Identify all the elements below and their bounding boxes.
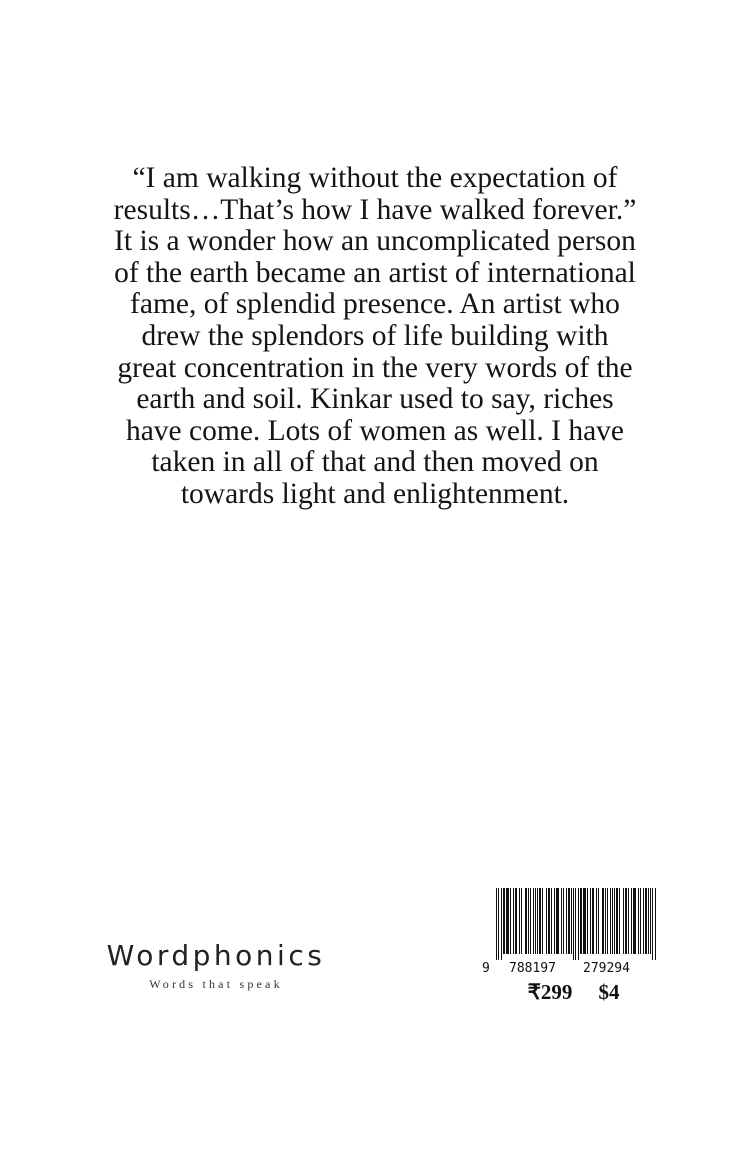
blurb-line: have come. Lots of women as well. I have (125, 414, 625, 447)
barcode-bar (521, 888, 522, 954)
barcode-graphic (480, 886, 660, 978)
barcode-bar (616, 888, 618, 954)
barcode-bar (513, 888, 514, 954)
barcode-bar (566, 888, 567, 954)
barcode-bar (640, 888, 641, 954)
isbn-prefix-digit: 9 (482, 961, 490, 976)
barcode-bar (568, 888, 570, 954)
barcode-bar (655, 888, 656, 960)
barcode-bar (638, 888, 639, 954)
blurb-line: taken in all of that and then moved on (151, 446, 599, 479)
blurb-line: towards light and enlightenment. (180, 477, 570, 510)
barcode-bar (623, 888, 624, 954)
price-line (486, 980, 661, 1005)
barcode-bar (652, 888, 653, 960)
barcode-bar (548, 888, 550, 954)
barcode-bar (528, 888, 529, 954)
publisher-tagline: Words that speak (149, 977, 283, 991)
barcode-bar (590, 888, 591, 954)
barcode-bar (614, 888, 615, 954)
isbn-group-2: 279294 (583, 961, 630, 976)
barcode-bar (602, 888, 604, 954)
barcode-bar (612, 888, 613, 954)
barcode-bar (610, 888, 611, 954)
barcode-bar (607, 888, 608, 954)
barcode-bar (578, 888, 579, 960)
barcode-bar (537, 888, 538, 954)
barcode-bar (633, 888, 636, 954)
blurb-line: drew the splendors of life building with (141, 319, 609, 352)
barcode-bar (563, 888, 564, 954)
blurb-line: “I am walking without the expectation of (132, 162, 618, 194)
barcode-bar (587, 888, 588, 954)
barcode-bar (530, 888, 531, 954)
barcode-bar (650, 888, 651, 954)
isbn-barcode (480, 886, 660, 976)
barcode-bar (533, 888, 534, 954)
barcode-bar (583, 888, 586, 954)
barcode-bar (605, 888, 606, 954)
blurb-line: It is a wonder how an uncomplicated person (114, 225, 636, 258)
barcode-bar (503, 888, 505, 954)
barcode-bar (554, 888, 555, 954)
barcode-bar (515, 888, 517, 954)
barcode-bar (596, 888, 597, 954)
barcode-bar (631, 888, 632, 954)
price-usd: $4 (598, 980, 620, 1004)
barcode-bar (561, 888, 562, 954)
barcode-bars (496, 888, 656, 960)
barcode-bar (496, 888, 497, 960)
barcode-bar (525, 888, 527, 954)
barcode-bar (598, 888, 599, 954)
blurb-line: results…That’s how I have walked forever.” (113, 193, 637, 226)
price-inr: ₹299 (527, 980, 573, 1004)
publisher-logo (98, 938, 334, 992)
barcode-bar (519, 888, 520, 954)
barcode-bar (580, 888, 582, 954)
barcode-bar (592, 888, 594, 954)
blurb-line: of the earth became an artist of international (114, 256, 636, 289)
blurb-line: fame, of splendid presence. An artist who (130, 288, 620, 321)
back-cover-blurb (60, 163, 690, 511)
barcode-bar (551, 888, 552, 954)
barcode-bar (535, 888, 536, 954)
barcode-bar (556, 888, 559, 954)
barcode-bar (643, 888, 644, 954)
barcode-bar (501, 888, 502, 960)
barcode-bar (498, 888, 499, 960)
barcode-bar (542, 888, 543, 954)
isbn-group-1: 788197 (509, 961, 556, 976)
barcode-bar (625, 888, 627, 954)
barcode-bar (571, 888, 572, 954)
barcode-bar (619, 888, 620, 954)
blurb-line: great concentration in the very words of the (117, 351, 633, 384)
barcode-bar (510, 888, 511, 954)
barcode-bar (546, 888, 547, 954)
barcode-bar (645, 888, 647, 954)
barcode-bar (628, 888, 629, 954)
blurb-line: earth and soil. Kinkar used to say, riches (136, 383, 614, 416)
barcode-bar (648, 888, 649, 954)
barcode-bar (573, 888, 574, 960)
publisher-name: Wordphonics (106, 939, 326, 972)
barcode-bar (575, 888, 576, 960)
barcode-bar (506, 888, 509, 954)
barcode-bar (539, 888, 541, 954)
